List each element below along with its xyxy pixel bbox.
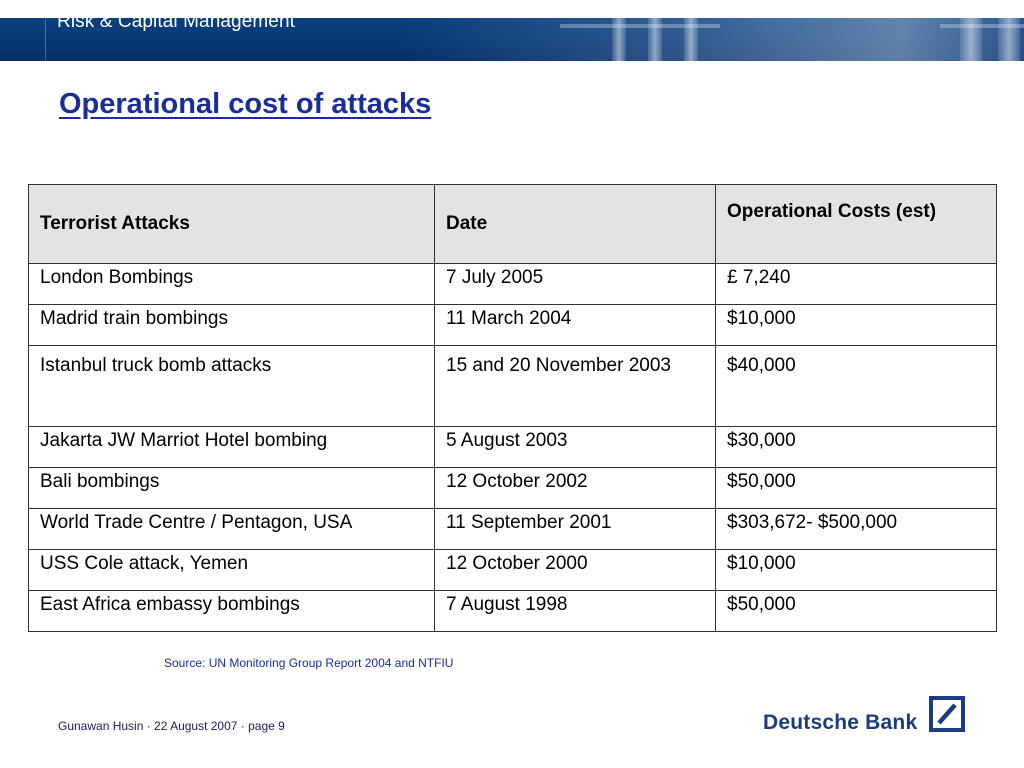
attack-cell: Bali bombings — [29, 468, 435, 509]
source-note: Source: UN Monitoring Group Report 2004 and NTFIU — [164, 656, 454, 670]
cost-cell: $10,000 — [716, 305, 997, 346]
cost-cell: $303,672- $500,000 — [716, 509, 997, 550]
column-header-costs: Operational Costs (est) — [716, 185, 997, 264]
table-row — [29, 427, 997, 468]
date-cell: 7 August 1998 — [435, 591, 716, 632]
date-cell: 11 September 2001 — [435, 509, 716, 550]
column-header-attacks: Terrorist Attacks — [29, 185, 435, 264]
banner-decor — [612, 18, 626, 61]
table-row — [29, 468, 997, 509]
banner-decor — [684, 18, 698, 61]
slide-title: Operational cost of attacks — [59, 88, 432, 120]
table-row — [29, 264, 997, 305]
banner-decor — [648, 18, 662, 61]
table-row — [29, 550, 997, 591]
table-row — [29, 591, 997, 632]
attack-cell: World Trade Centre / Pentagon, USA — [29, 509, 435, 550]
date-cell: 12 October 2002 — [435, 468, 716, 509]
cost-cell: $50,000 — [716, 591, 997, 632]
footer-text: Gunawan Husin · 22 August 2007 · page 9 — [58, 719, 285, 733]
banner-decor — [960, 18, 982, 61]
date-cell: 15 and 20 November 2003 — [435, 346, 716, 427]
attack-cell: Madrid train bombings — [29, 305, 435, 346]
attack-cell: Istanbul truck bomb attacks — [29, 346, 435, 427]
cost-cell: £ 7,240 — [716, 264, 997, 305]
date-cell: 12 October 2000 — [435, 550, 716, 591]
date-cell: 5 August 2003 — [435, 427, 716, 468]
cost-cell: $40,000 — [716, 346, 997, 427]
table-row — [29, 305, 997, 346]
table-row — [29, 509, 997, 550]
date-cell: 11 March 2004 — [435, 305, 716, 346]
cost-cell: $30,000 — [716, 427, 997, 468]
attack-cell: London Bombings — [29, 264, 435, 305]
deutsche-bank-slash-square-icon — [929, 696, 965, 732]
banner-divider — [45, 18, 46, 61]
attack-cell: East Africa embassy bombings — [29, 591, 435, 632]
section-title: Risk & Capital Management — [57, 11, 295, 32]
table-row — [29, 346, 997, 427]
table-header-row — [29, 185, 997, 264]
cost-cell: $10,000 — [716, 550, 997, 591]
banner-decor — [998, 18, 1020, 61]
attack-cell: USS Cole attack, Yemen — [29, 550, 435, 591]
attacks-table — [28, 184, 997, 632]
date-cell: 7 July 2005 — [435, 264, 716, 305]
column-header-date: Date — [435, 185, 716, 264]
cost-cell: $50,000 — [716, 468, 997, 509]
attack-cell: Jakarta JW Marriot Hotel bombing — [29, 427, 435, 468]
brand-name: Deutsche Bank — [763, 711, 918, 734]
